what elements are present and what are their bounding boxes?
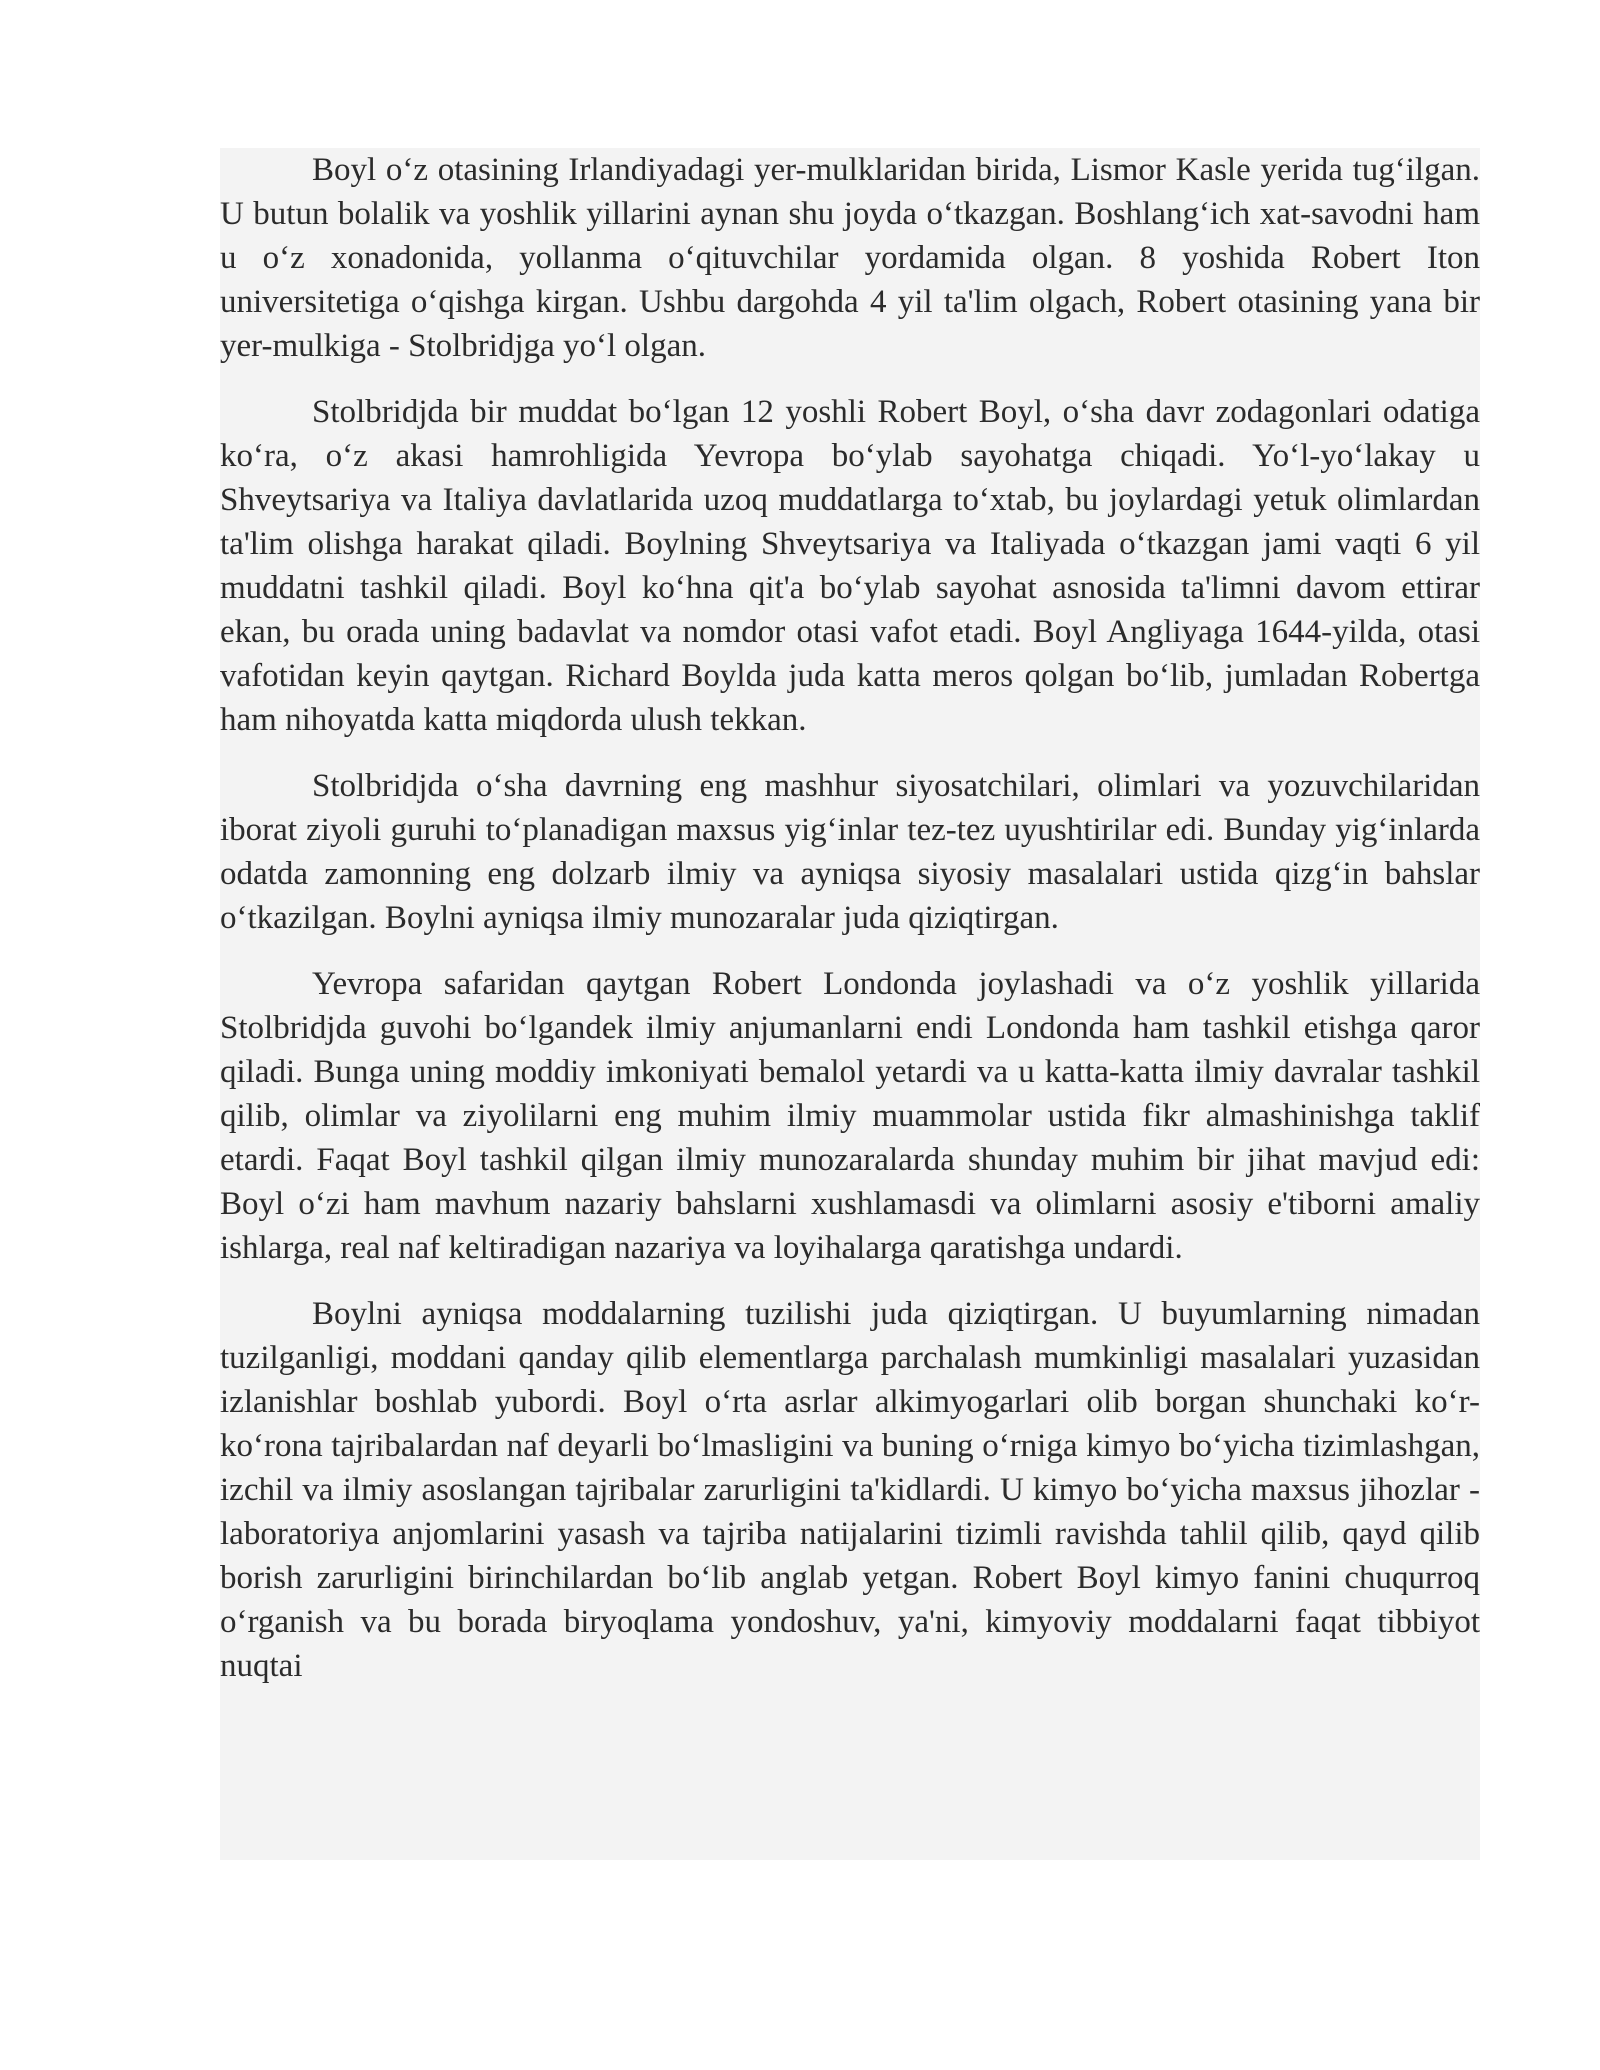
paragraph-5: Boylni ayniqsa moddalarning tuzilishi juda qiziqtirgan. U buyumlarning nimadan tuzilganligi, moddani qanday qilib elementlarga parchalash mumkinligi masalalari yuzasidan izlanishlar boshlab yubordi. Boyl o‘rta asrlar alkimyogarlari olib borgan shunchaki ko‘r-ko‘rona tajribalardan naf deyarli bo‘lmasligini va buning o‘rniga kimyo bo‘yicha tizimlashgan, izchil va ilmiy asoslangan tajribalar zarurligini ta'kidlardi. U kimyo bo‘yicha maxsus jihozlar - laboratoriya anjomlarini yasash va tajriba natijalarini tizimli ravishda tahlil qilib, qayd qilib borish zarurligini birinchilardan bo‘lib anglab yetgan. Robert Boyl kimyo fanini chuqurroq o‘rganish va bu borada biryoqlama yondoshuv, ya'ni, kimyoviy moddalarni faqat tibbiyot nuqtai: [220, 1296, 1480, 1684]
paragraph-4: Yevropa safaridan qaytgan Robert Londonda joylashadi va o‘z yoshlik yillarida Stolbridjda guvohi bo‘lgandek ilmiy anjumanlarni endi Londonda ham tashkil etishga qaror qiladi. Bunga uning moddiy imkoniyati bemalol yetardi va u katta-katta ilmiy davralar tashkil qilib, olimlar va ziyolilarni eng muhim ilmiy muammolar ustida fikr almashinishga taklif etardi. Faqat Boyl tashkil qilgan ilmiy munozaralarda shunday muhim bir jihat mavjud edi: Boyl o‘zi ham mavhum nazariy bahslarni xushlamasdi va olimlarni asosiy e'tiborni amaliy ishlarga, real naf keltiradigan nazariya va loyihalarga qaratishga undardi.: [220, 966, 1480, 1266]
paragraph-3: Stolbridjda o‘sha davrning eng mashhur siyosatchilari, olimlari va yozuvchilaridan iborat ziyoli guruhi to‘planadigan maxsus yig‘inlar tez-tez uyushtirilar edi. Bunday yig‘inlarda odatda zamonning eng dolzarb ilmiy va ayniqsa siyosiy masalalari ustida qizg‘in bahslar o‘tkazilgan. Boylni ayniqsa ilmiy munozaralar juda qiziqtirgan.: [220, 768, 1480, 936]
text-block: [220, 148, 1480, 1860]
paragraph-2: Stolbridjda bir muddat bo‘lgan 12 yoshli Robert Boyl, o‘sha davr zodagonlari odatiga ko‘ra, o‘z akasi hamrohligida Yevropa bo‘ylab sayohatga chiqadi. Yo‘l-yo‘lakay u Shveytsariya va Italiya davlatlarida uzoq muddatlarga to‘xtab, bu joylardagi yetuk olimlardan ta'lim olishga harakat qiladi. Boylning Shveytsariya va Italiyada o‘tkazgan jami vaqti 6 yil muddatni tashkil qiladi. Boyl ko‘hna qit'a bo‘ylab sayohat asnosida ta'limni davom ettirar ekan, bu orada uning badavlat va nomdor otasi vafot etadi. Boyl Angliyaga 1644-yilda, otasi vafotidan keyin qaytgan. Richard Boylda juda katta meros qolgan bo‘lib, jumladan Robertga ham nihoyatda katta miqdorda ulush tekkan.: [220, 394, 1480, 738]
paragraph-1: Boyl o‘z otasining Irlandiyadagi yer-mulklaridan birida, Lismor Kasle yerida tug‘ilgan. U butun bolalik va yoshlik yillarini aynan shu joyda o‘tkazgan. Boshlang‘ich xat-savodni ham u o‘z xonadonida, yollanma o‘qituvchilar yordamida olgan. 8 yoshida Robert Iton universitetiga o‘qishga kirgan. Ushbu dargohda 4 yil ta'lim olgach, Robert otasining yana bir yer-mulkiga - Stolbridjga yo‘l olgan.: [220, 152, 1480, 364]
